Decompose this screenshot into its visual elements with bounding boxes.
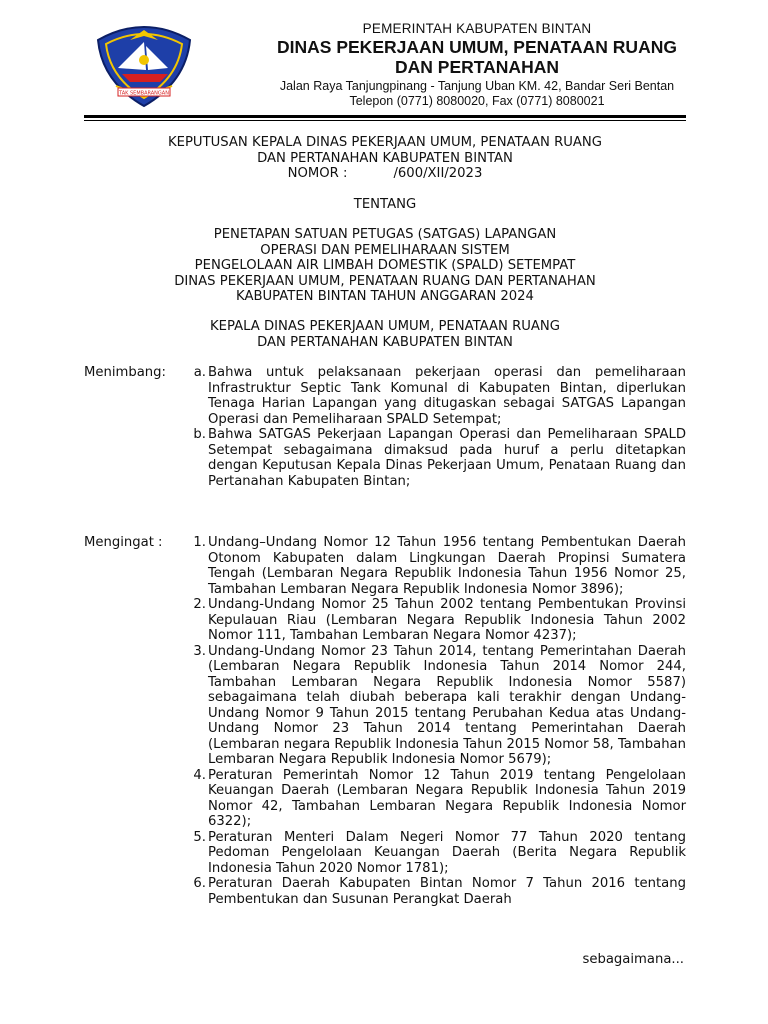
menimbang-section xyxy=(84,365,686,489)
legal-basis-item xyxy=(84,644,686,768)
item-text: Peraturan Menteri Dalam Negeri Nomor 77 Tahun 2020 tentang Pedoman Pengelolaan Keuangan Daerah (Berita Negara Republik Indonesia Tahun 2020 Nomor 1781); xyxy=(208,829,686,876)
item-text: Bahwa untuk pelaksanaan pekerjaan operasi dan pemeliharaan Infrastruktur Septic Tank Komunal di Kabupaten Bintan, diperlukan Tenaga Harian Lapangan yang ditugaskan sebagai SATGAS Lapangan Operasi dan Pemeliharaan SPALD Setempat; xyxy=(208,365,686,427)
item-marker: 6. xyxy=(193,876,206,891)
item-text: Peraturan Daerah Kabupaten Bintan Nomor 7 Tahun 2016 tentang Pembentukan dan Susunan Perangkat Daerah xyxy=(208,876,686,907)
item-marker: 5. xyxy=(193,829,206,845)
issuer-title xyxy=(84,319,686,350)
subject-line: DINAS PEKERJAAN UMUM, PENATAAN RUANG DAN PERTANAHAN xyxy=(174,273,596,289)
item-marker: 1. xyxy=(193,535,206,550)
consideration-item xyxy=(84,427,686,489)
agency-name-line1: DINAS PEKERJAAN UMUM, PENATAAN RUANG xyxy=(277,37,677,57)
mengingat-section xyxy=(84,535,686,907)
letterhead xyxy=(206,20,748,109)
letterhead-divider xyxy=(84,115,686,118)
mengingat-label: Mengingat : xyxy=(84,535,163,550)
about-heading: TENTANG xyxy=(353,197,417,212)
decree-title-line1: KEPUTUSAN KEPALA DINAS PEKERJAAN UMUM, PENATAAN RUANG xyxy=(167,135,602,150)
decree-title-line2: DAN PERTANAHAN KABUPATEN BINTAN xyxy=(257,150,513,166)
agency-address: Jalan Raya Tanjungpinang - Tanjung Uban KM. 42, Bandar Seri Bentan xyxy=(279,79,675,93)
item-marker: a. xyxy=(193,365,206,380)
subject-line: KABUPATEN BINTAN TAHUN ANGGARAN 2024 xyxy=(236,289,534,304)
item-marker: 3. xyxy=(193,643,206,659)
legal-basis-item xyxy=(84,876,686,907)
legal-basis-item xyxy=(84,535,686,597)
item-text: Undang-Undang Nomor 25 Tahun 2002 tentang Pembentukan Provinsi Kepulauan Riau (Lembaran Negara Republik Indonesia Tahun 2002 Nomor 111, Tambahan Lembaran Negara Nomor 4237); xyxy=(208,597,686,643)
item-marker: 4. xyxy=(193,767,206,783)
legal-basis-item xyxy=(84,597,686,644)
page-continuation: sebagaimana... xyxy=(582,952,684,967)
subject-line: PENETAPAN SATUAN PETUGAS (SATGAS) LAPANGAN xyxy=(213,227,557,242)
item-text: Undang-Undang Nomor 23 Tahun 2014, tentang Pemerintahan Daerah (Lembaran Negara Republik Indonesia Tahun 2014 Nomor 244, Tambahan Lembaran Negara Republik Indonesia Nomor 5587) sebagaimana telah diubah beberapa kali terakhir dengan Undang-Undang Nomor 9 Tahun 2015 tentang Perubahan Kedua atas Undang-Undang Nomor 23 Tahun 2014 tentang Pemerintahan Daerah (Lembaran negara Republik Indonesia Tahun 2015 Nomor 58, Tambahan Lembaran Negara Republik Indonesia Nomor 5679); xyxy=(208,643,686,767)
legal-basis-item xyxy=(84,830,686,877)
government-name: PEMERINTAH KABUPATEN BINTAN xyxy=(362,21,592,36)
letterhead-divider-thin xyxy=(84,120,686,121)
item-marker: 2. xyxy=(193,597,206,612)
legal-basis-item xyxy=(84,768,686,830)
agency-phone: Telepon (0771) 8080020, Fax (0771) 8080021 xyxy=(349,94,605,108)
issuer-line: DAN PERTANAHAN KABUPATEN BINTAN xyxy=(257,334,513,350)
subject-line: PENGELOLAAN AIR LIMBAH DOMESTIK (SPALD) SETEMPAT xyxy=(194,258,576,273)
decree-number-value: /600/XII/2023 xyxy=(393,166,483,181)
decree-number-label: NOMOR : xyxy=(287,166,348,181)
item-text: Undang–Undang Nomor 12 Tahun 1956 tentang Pembentukan Daerah Otonom Kabupaten dalam Lingkungan Daerah Propinsi Sumatera Tengah (Lembaran Negara Republik Indonesia Tahun 1956 Nomor 25, Tambahan Lembaran Negara Republik Indonesia Nomor 3896); xyxy=(208,535,686,597)
decree-number xyxy=(84,166,686,182)
agency-name-line2: DAN PERTANAHAN xyxy=(395,57,559,77)
menimbang-label: Menimbang: xyxy=(84,365,166,380)
logo-motto: TAK SEMBARANGAN xyxy=(119,90,169,97)
issuer-line: KEPALA DINAS PEKERJAAN UMUM, PENATAAN RUANG xyxy=(209,319,561,334)
subject-line: OPERASI DAN PEMELIHARAAN SISTEM xyxy=(260,242,510,258)
decree-subject xyxy=(84,227,686,305)
consideration-item xyxy=(84,365,686,427)
item-text: Peraturan Pemerintah Nomor 12 Tahun 2019 tentang Pengelolaan Keuangan Daerah (Lembaran Negara Republik Indonesia Tahun 2019 Nomor 42, Tambahan Lembaran Negara Republik Indonesia Nomor 6322); xyxy=(208,767,686,829)
decree-title xyxy=(84,135,686,182)
item-text: Bahwa SATGAS Pekerjaan Lapangan Operasi dan Pemeliharaan SPALD Setempat sebagaimana dimaksud pada huruf a perlu ditetapkan dengan Keputusan Kepala Dinas Pekerjaan Umum, Penataan Ruang dan Pertanahan Kabupaten Bintan; xyxy=(208,427,686,489)
bintan-emblem-logo xyxy=(88,20,200,108)
item-marker: b. xyxy=(193,427,206,442)
